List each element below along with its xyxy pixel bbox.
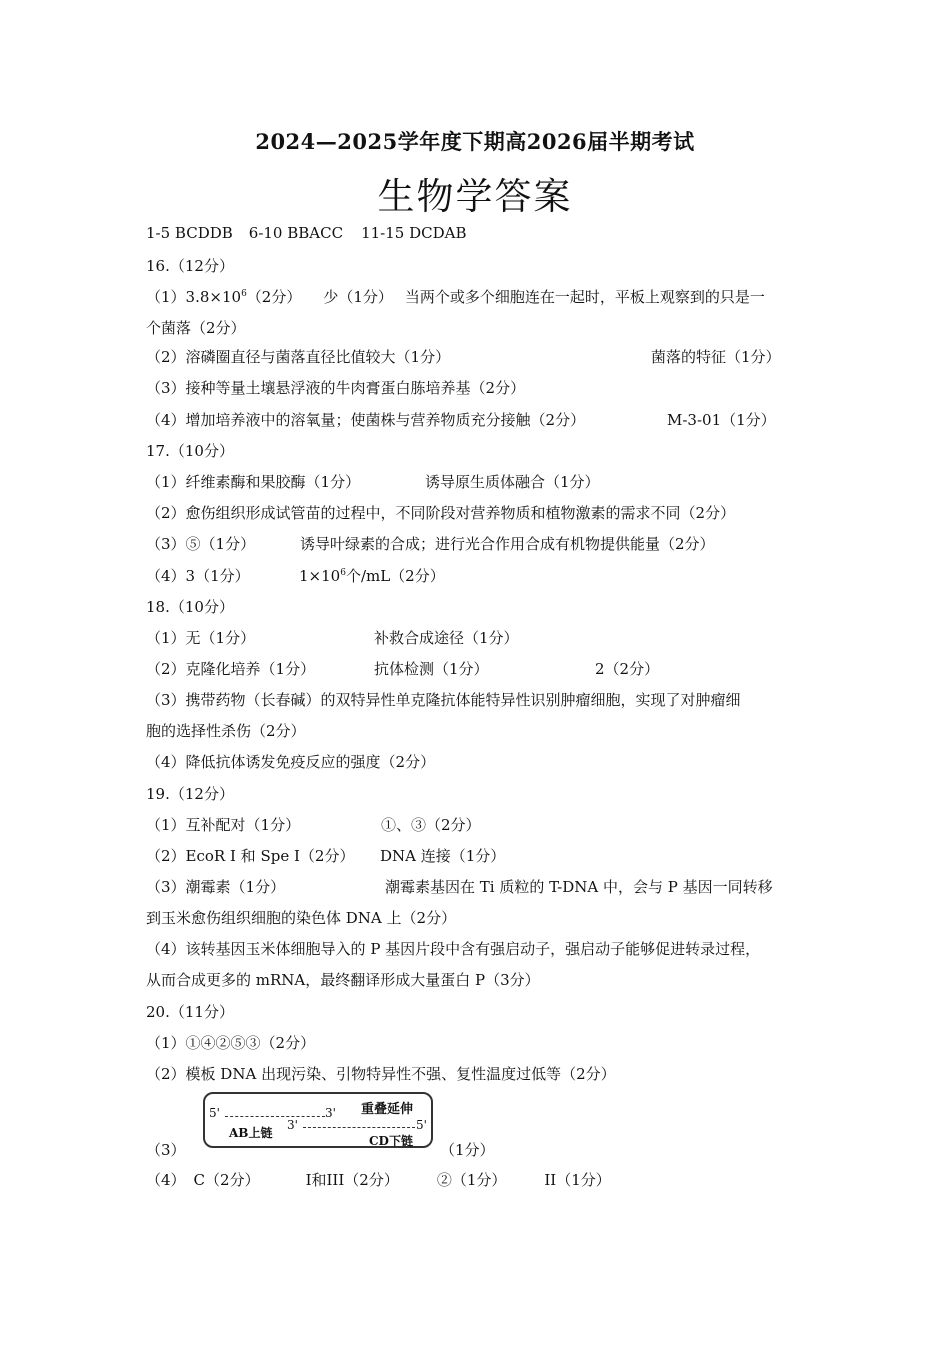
q19-part3a: （3）潮霉素（1分） xyxy=(146,878,286,896)
q19-part2b: DNA 连接（1分） xyxy=(380,847,506,865)
top-strand-3-end: 3' xyxy=(325,1106,336,1120)
q16-1-answer-b: 少（1分） xyxy=(323,288,393,306)
choice-6-10: 6-10 BBACC xyxy=(248,224,344,242)
q16-part4b: M-3-01（1分） xyxy=(667,411,776,429)
q17-part2: （2）愈伤组织形成试管苗的过程中，不同阶段对营养物质和植物激素的需求不同（2分） xyxy=(146,504,736,522)
overlap-extension-diagram xyxy=(203,1092,433,1148)
q17-part4b xyxy=(299,565,445,586)
q16-1-value: （1）3.8×10 xyxy=(146,288,242,306)
q19-part2a: （2）EcoR I 和 Spe I（2分） xyxy=(146,847,355,865)
q16-part2b: 菌落的特征（1分） xyxy=(651,348,781,366)
overlap-extension-label: 重叠延伸 xyxy=(361,1102,414,1117)
q16-part1 xyxy=(146,286,765,307)
q20-4-label: （4） xyxy=(146,1171,186,1189)
q20-4-answer-c: ②（1分） xyxy=(436,1171,507,1189)
q18-part2c: 2（2分） xyxy=(595,660,660,678)
q18-part2b: 抗体检测（1分） xyxy=(374,660,489,678)
q20-part4 xyxy=(146,1169,611,1190)
choice-11-15: 11-15 DCDAB xyxy=(361,224,467,242)
q16-part2a: （2）溶磷圈直径与菌落直径比值较大（1分） xyxy=(146,348,451,366)
q18-part1a: （1）无（1分） xyxy=(146,629,256,647)
q17-part3a: （3）⑤（1分） xyxy=(146,535,256,553)
q17-4-unit: 个/mL（2分） xyxy=(345,567,445,585)
q20-4-answer-b: I和III（2分） xyxy=(305,1171,399,1189)
q16-part1-cont: 个菌落（2分） xyxy=(146,319,246,337)
q20-4-answer-a: C（2分） xyxy=(193,1171,260,1189)
q19-part3b: 潮霉素基因在 Ti 质粒的 T-DNA 中，会与 P 基因一同转移 xyxy=(385,878,773,896)
q17-4-value: 1×10 xyxy=(299,567,341,585)
cd-lower-strand-label: CD下链 xyxy=(369,1134,413,1148)
q16-1-exponent: 6 xyxy=(241,289,247,299)
q16-1-answer-c: 当两个或多个细胞连在一起时，平板上观察到的只是一 xyxy=(404,288,765,306)
cd-lower-strand-line xyxy=(303,1127,415,1128)
q19-part4: （4）该转基因玉米体细胞导入的 P 基因片段中含有强启动子，强启动子能够促进转录过程， xyxy=(146,940,761,958)
q19-heading: 19.（12分） xyxy=(146,785,234,803)
q17-part1a: （1）纤维素酶和果胶酶（1分） xyxy=(146,473,361,491)
bottom-strand-5-end: 5' xyxy=(416,1118,427,1132)
q20-heading: 20.（11分） xyxy=(146,1003,234,1021)
q20-part3-label: （3） xyxy=(146,1141,186,1159)
q17-part3b: 诱导叶绿素的合成；进行光合作用合成有机物提供能量（2分） xyxy=(300,535,715,553)
ab-upper-strand-line xyxy=(225,1116,325,1117)
q17-part4a: （4）3（1分） xyxy=(146,567,250,585)
q20-part2: （2）模板 DNA 出现污染、引物特异性不强、复性温度过低等（2分） xyxy=(146,1065,616,1083)
choice-1-5: 1-5 BCDDB xyxy=(146,224,233,242)
q16-part3: （3）接种等量土壤悬浮液的牛肉膏蛋白胨培养基（2分） xyxy=(146,379,526,397)
top-strand-5-end: 5' xyxy=(209,1106,220,1120)
q18-part2a: （2）克隆化培养（1分） xyxy=(146,660,316,678)
q19-part4-cont: 从而合成更多的 mRNA，最终翻译形成大量蛋白 P（3分） xyxy=(146,971,540,989)
q16-1-score: （2分） xyxy=(246,288,302,306)
q18-part3-cont: 胞的选择性杀伤（2分） xyxy=(146,722,306,740)
q20-part1: （1）①④②⑤③（2分） xyxy=(146,1034,316,1052)
q18-part1b: 补救合成途径（1分） xyxy=(374,629,519,647)
exam-title: 2024—2025学年度下期高2026届半期考试 xyxy=(255,129,695,154)
q19-part1a: （1）互补配对（1分） xyxy=(146,816,301,834)
q16-heading: 16.（12分） xyxy=(146,257,234,275)
q17-heading: 17.（10分） xyxy=(146,442,234,460)
q17-4-exponent: 6 xyxy=(340,568,346,578)
q20-4-answer-d: II（1分） xyxy=(544,1171,611,1189)
q20-part3-score: （1分） xyxy=(440,1141,495,1159)
ab-upper-strand-label: AB上链 xyxy=(229,1126,273,1140)
choice-answers xyxy=(146,224,467,242)
q18-part3: （3）携带药物（长春碱）的双特异性单克隆抗体能特异性识别肿瘤细胞，实现了对肿瘤细 xyxy=(146,691,741,709)
answer-subtitle: 生物学答案 xyxy=(377,175,573,218)
q19-part1b: ①、③（2分） xyxy=(381,816,481,834)
q18-heading: 18.（10分） xyxy=(146,598,234,616)
q17-part1b: 诱导原生质体融合（1分） xyxy=(425,473,600,491)
q19-part3-cont: 到玉米愈伤组织细胞的染色体 DNA 上（2分） xyxy=(146,909,457,927)
q16-part4a: （4）增加培养液中的溶氧量；使菌株与营养物质充分接触（2分） xyxy=(146,411,586,429)
q18-part4: （4）降低抗体诱发免疫反应的强度（2分） xyxy=(146,753,436,771)
bottom-strand-3-end: 3' xyxy=(287,1118,298,1132)
